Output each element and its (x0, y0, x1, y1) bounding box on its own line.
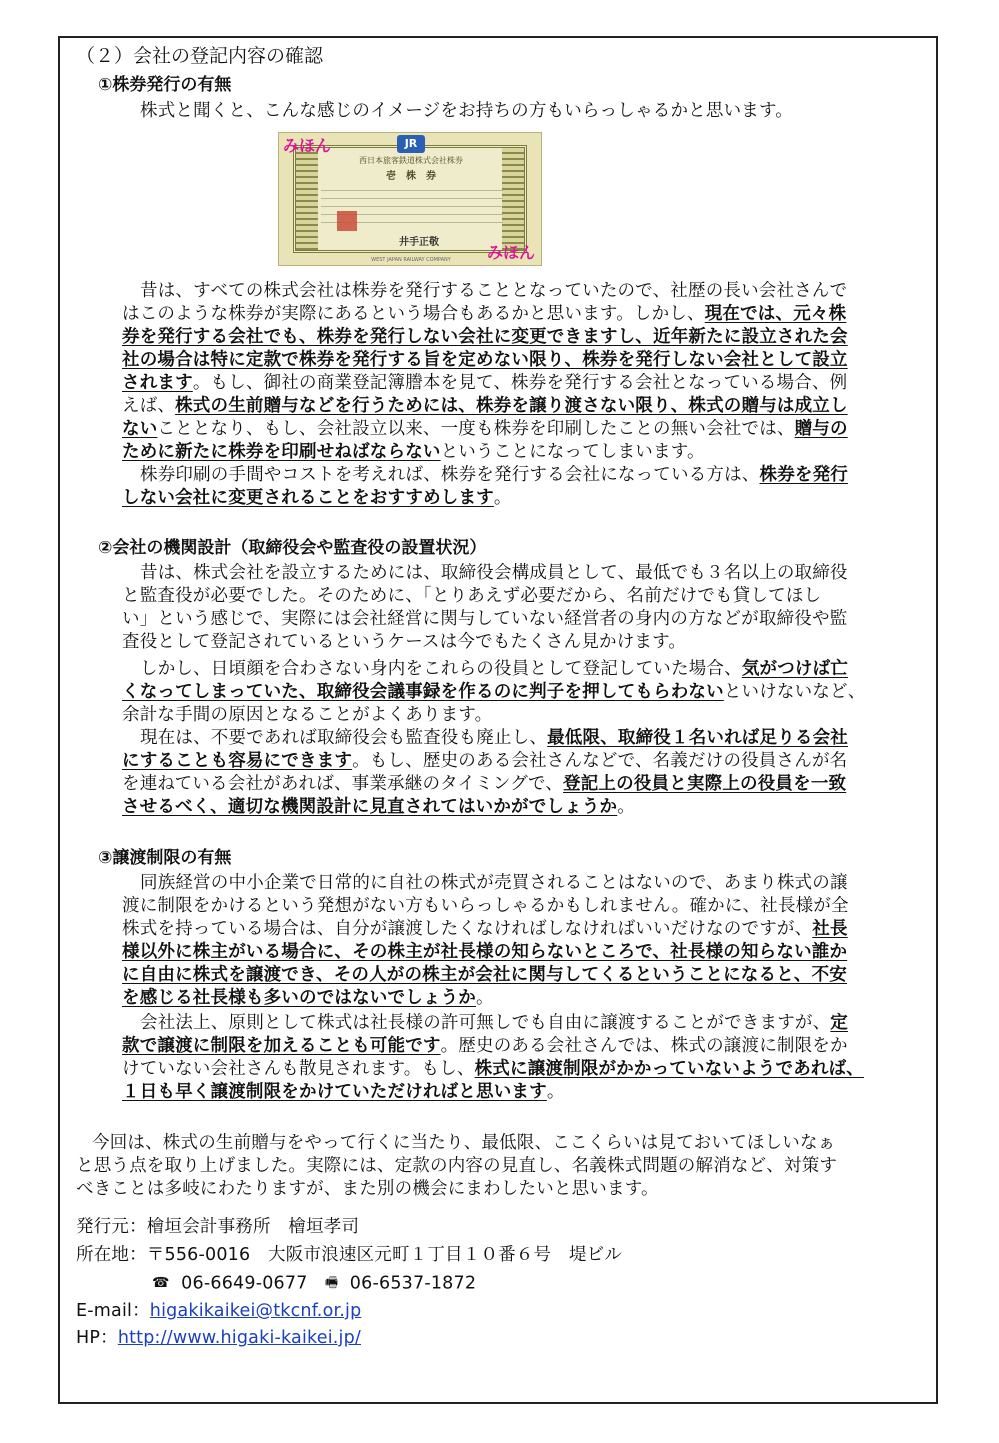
paragraph-line: 査役として登記されているというケースは今でもたくさん見かけます。 (122, 632, 687, 652)
subsection-title-2: ②会社の機関設計（取締役会や監査役の設置状況） (98, 538, 487, 558)
paragraph-line: されます。もし、御社の商業登記簿謄本を見て、株券を発行する会社となっている場合、例 (122, 373, 848, 393)
paragraph-line: にすることも容易にできます。もし、歴史のある会社さんなどで、名義だけの役員さんが名 (122, 751, 848, 771)
paragraph-line: えば、株式の生前贈与などを行うためには、株券を譲り渡さない限り、株式の贈与は成立し (122, 396, 848, 416)
certificate-footer: WEST JAPAN RAILWAY COMPANY (371, 257, 451, 263)
paragraph-line: させるべく、適切な機関設計に見直されてはいかがでしょうか。 (122, 797, 635, 817)
email-label: E-mail： (76, 1301, 150, 1321)
paragraph-line: を連ねている会社があれば、事業承継のタイミングで、登記上の役員と実際上の役員を一致 (122, 774, 847, 794)
paragraph-line: い」という感じで、実際には会社経営に関与していない経営者の身内の方などが取締役や監 (122, 609, 848, 629)
border-ornament-right (502, 148, 524, 250)
tel-number: 06-6649-0677 (181, 1273, 308, 1294)
paragraph-line: を感じる社長様も多いのではないでしょうか。 (122, 988, 494, 1008)
paragraph-line: はこのような株券が実際にあるという場合もあるかと思います。しかし、現在では、元々株 (122, 304, 847, 324)
closing-line: べきことは多岐にわたりますが、また別の機会にまわしたいと思います。 (76, 1179, 659, 1199)
fax-icon: 🖷 (324, 1275, 339, 1291)
paragraph-line: 会社法上、原則として株式は社長様の許可無しでも自由に譲渡することができますが、定 (140, 1013, 848, 1033)
homepage-link[interactable]: http://www.higaki-kaikei.jp/ (117, 1328, 361, 1348)
paragraph-line: 株券印刷の手間やコストを考えれば、株券を発行する会社になっている方は、株券を発行 (140, 465, 848, 485)
closing-line: と思う点を取り上げました。実際には、定款の内容の見直し、名義株式問題の解消など、対策す (76, 1156, 838, 1176)
paragraph-line: 同族経営の中小企業で日常的に自社の株式が売買されることはないので、あまり株式の譲 (140, 873, 848, 893)
paragraph-line: 昔は、株式会社を設立するためには、取締役会構成員として、最低でも３名以上の取締役 (140, 563, 848, 583)
certificate-company: 西日本旅客鉄道株式会社株券 (359, 156, 463, 165)
paragraph-line: １日も早く譲渡制限をかけていただければと思います。 (122, 1082, 565, 1102)
border-ornament-left (296, 148, 318, 250)
subsection-title-3: ③譲渡制限の有無 (98, 848, 232, 868)
paragraph-line: 株式を持っている場合は、自分が譲渡したくなければしなければいいだけなのですが、社長 (122, 919, 848, 939)
hp-line (76, 1327, 361, 1350)
paragraph-line: に自由に株式を譲渡でき、その人がの株主が会社に関与してくるということになると、不安 (122, 965, 847, 985)
sample-stamp: みほん (283, 136, 332, 155)
paragraph-line: 様以外に株主がいる場合に、その株主が社長様の知らないところで、社長様の知らない誰か (122, 942, 848, 962)
email-link[interactable]: higakikaikei@tkcnf.or.jp (149, 1301, 362, 1321)
paragraph-line: 款で譲渡に制限を加えることも可能です。歴史のある会社さんでは、株式の譲渡に制限をか (122, 1036, 848, 1056)
paragraph-line: しかし、日頃顔を合わさない身内をこれらの役員として登記していた場合、気がつけば亡 (140, 659, 849, 679)
paragraph-line: 社の場合は特に定款で株券を発行する旨を定めない限り、株券を発行しない会社として設立 (122, 350, 848, 370)
paragraph-line: ために新たに株券を印刷せねばならないということになってしまいます。 (122, 442, 705, 462)
fax-number: 06-6537-1872 (349, 1273, 477, 1294)
section-title: （２）会社の登記内容の確認 (76, 45, 324, 67)
contact-numbers (152, 1272, 476, 1296)
sample-stamp: みほん (486, 243, 535, 262)
subsection-title-1: ①株券発行の有無 (98, 75, 232, 95)
paragraph-line: ないこととなり、もし、会社設立以来、一度も株券を印刷したことの無い会社では、贈与の (122, 419, 848, 439)
jr-logo: JR (397, 135, 425, 153)
red-seal (337, 211, 357, 231)
phone-icon: ☎ (152, 1275, 170, 1291)
paragraph-line: と監査役が必要でした。そのために、「とりあえず必要だから、名前だけでも貸してほし (122, 586, 822, 606)
stock-certificate-image (278, 132, 542, 266)
intro-text: 株式と聞くと、こんな感じのイメージをお持ちの方もいらっしゃるかと思います。 (140, 101, 793, 121)
paragraph-line: 現在は、不要であれば取締役会も監査役も廃止し、最低限、取締役１名いれば足りる会社 (140, 728, 849, 748)
certificate-kind: 壱 株 券 (386, 171, 436, 182)
paragraph-line: しない会社に変更されることをおすすめします。 (122, 488, 512, 508)
paragraph-line: 昔は、すべての株式会社は株券を発行することとなっていたので、社歴の長い会社さんで (140, 281, 848, 301)
paragraph-line: けていない会社さんも散見されます。もし、株式に譲渡制限がかかっていないようであれば、 (122, 1059, 865, 1079)
paragraph-line: 券を発行する会社でも、株券を発行しない会社に変更できますし、近年新たに設立された会 (122, 327, 848, 347)
paragraph-line: くなってしまっていた、取締役会議事録を作るのに判子を押してもらわないといけないなど、 (122, 682, 866, 702)
address: 所在地：〒556-0016 大阪市浪速区元町１丁目１０番６号 堤ビル (76, 1245, 623, 1265)
paragraph-line: 渡に制限をかけるという発想がない方もいらっしゃるかもしれません。確かに、社長様が全 (122, 896, 849, 916)
certificate-signature: 井手正敬 (399, 237, 439, 248)
paragraph-line: 余計な手間の原因となることがよくあります。 (122, 705, 493, 725)
closing-line: 今回は、株式の生前贈与をやって行くに当たり、最低限、ここくらいは見ておいてほしいなぁ (92, 1133, 836, 1153)
email-line (76, 1300, 361, 1323)
hp-label: HP： (76, 1328, 118, 1348)
publisher: 発行元：檜垣会計事務所 檜垣孝司 (76, 1217, 360, 1237)
